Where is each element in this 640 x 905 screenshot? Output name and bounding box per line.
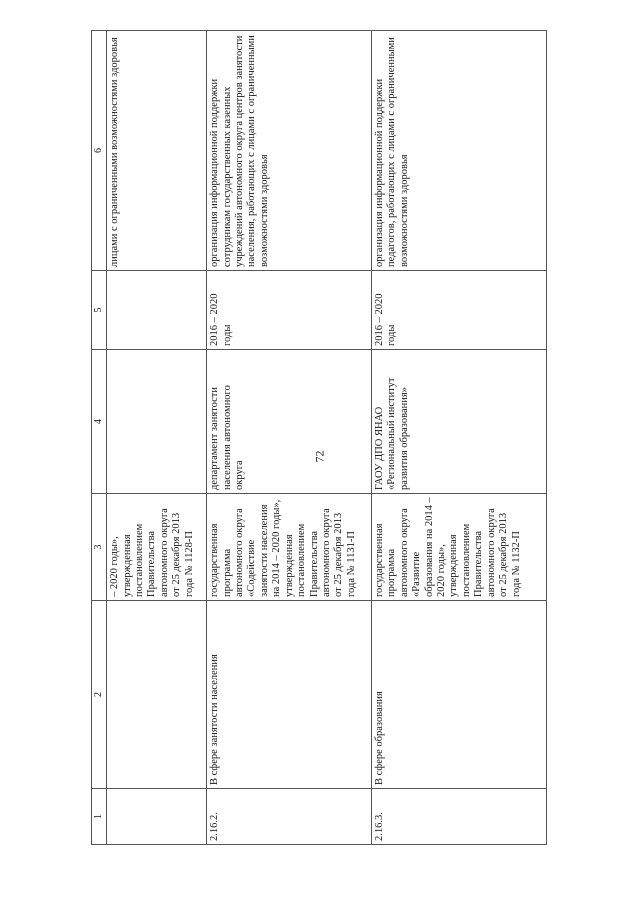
sphere-cell [107,601,207,789]
table-row [372,31,547,845]
header-cell-4: 4 [92,350,107,494]
header-cell-1: 1 [92,789,107,845]
row-number-cell [107,789,207,845]
table-container [91,31,547,845]
program-cell: государственная программа автономного округа «Содействие занятости населения на 2014 – 2020 годы», утвержденная постановлением Правительства автономного округа от 25 декабря 2013 года № 1131-П [207,494,372,601]
sphere-cell: В сфере занятости населения [207,601,372,789]
table-row [107,31,207,845]
program-cell: – 2020 годы», утвержденная постановлением Правительства автономного округа от 25 декабря 2013 года № 1128-П [107,494,207,601]
program-cell: государственная программа автономного округа «Развитие образования на 2014 – 2020 годы», утвержденная постановлением Правительства автономного округа от 25 декабря 2013 года № 1132-П [372,494,547,601]
activity-cell: лицами с ограниченными возможностями здоровья [107,31,207,271]
executor-cell: ГАОУ ДПО ЯНАО «Региональный институт развития образования» [372,350,547,494]
program-table [91,30,547,845]
period-cell [107,271,207,350]
activity-cell: организация информационной поддержки сотрудникам государственных казенных учреждений автономного округа центров занятости населения, работающих с лицами с ограниченными возможностями здоровья [207,31,372,271]
table-row [207,31,372,845]
rotated-table-frame [91,31,547,845]
executor-cell [107,350,207,494]
header-cell-3: 3 [92,494,107,601]
period-cell: 2016 – 2020 годы [372,271,547,350]
header-row [92,31,107,845]
header-cell-6: 6 [92,31,107,271]
sphere-cell: В сфере образования [372,601,547,789]
activity-cell: организация информационной поддержки педагогов, работающих с лицами с ограниченными возможностями здоровья [372,31,547,271]
header-cell-5: 5 [92,271,107,350]
executor-cell: департамент занятости населения автономного округа [207,350,372,494]
page-number: 72 [312,450,327,463]
header-cell-2: 2 [92,601,107,789]
row-number-cell: 2.16.2. [207,789,372,845]
row-number-cell: 2.16.3. [372,789,547,845]
period-cell: 2016 – 2020 годы [207,271,372,350]
